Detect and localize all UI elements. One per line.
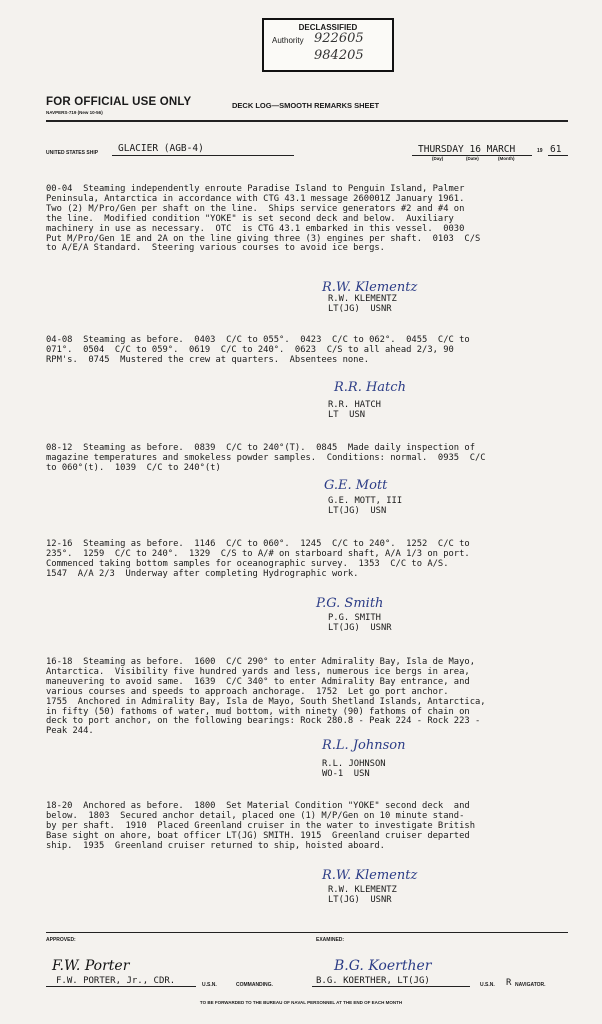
navigator-label: NAVIGATOR.	[515, 982, 546, 988]
signature-johnson: R.L. Johnson	[322, 738, 406, 753]
navigator-prefix: R	[506, 978, 512, 988]
date-label: (Date)	[466, 156, 479, 161]
declassified-stamp	[262, 18, 394, 72]
footer-rule	[46, 932, 568, 933]
signature-koerther: B.G. Koerther	[334, 958, 432, 974]
officer-rank: LT(JG) USN	[328, 506, 387, 516]
commanding-officer-name: F.W. PORTER, Jr., CDR.	[56, 976, 176, 986]
official-use-heading: FOR OFFICIAL USE ONLY	[46, 96, 192, 108]
form-number: NAVPERS-719 (New 10-56)	[46, 110, 103, 115]
signature-klementz: R.W. Klementz	[322, 868, 418, 883]
header-rule	[46, 120, 568, 122]
log-entry-16-18: 16-18 Steaming as before. 1600 C/C 290° to enter Admirality Bay, Isla de Mayo, Antarctica. Visibility five hundred yards and less, numerous ice bergs in area, maneuvering to avoid same. 1639 C/C 340° to enter Admirality Bay entrance, and various courses and speeds to approach anchorage. 1752 Let go port anchor. 1755 Anchored in Admirality Bay, Isla de Mayo, South Shetland Islands, Antarctica, in fifty (50) fathoms of water, mud bottom, with ninety (90) fathoms of chain on deck to port anchor, on the following bearings: Rock 280.8 - Peak 224 - Rock 223 - Peak 244.	[46, 657, 486, 737]
month-label: (Month)	[498, 156, 515, 161]
log-entry-12-16: 12-16 Steaming as before. 1146 C/C to 060°. 1245 C/C to 240°. 1252 C/C to 235°. 1259 C/C to 240°. 1329 C/S to A/# on starboard shaft, A/A 1/3 on port. Commenced taking bottom samples for oceanographic survey. 1353 C/C to A/S. 1547 A/A 2/3 Underway after completing Hydrographic work.	[46, 539, 470, 579]
officer-rank: LT(JG) USNR	[328, 623, 392, 633]
navigator-name: B.G. KOERTHER, LT(JG)	[316, 976, 430, 986]
forwarding-note: TO BE FORWARDED TO THE BUREAU OF NAVAL PERSONNEL AT THE END OF EACH MONTH	[199, 1000, 403, 1005]
ship-name: GLACIER (AGB-4)	[118, 143, 204, 154]
year-label: 19	[537, 148, 543, 154]
signature-smith: P.G. Smith	[316, 596, 384, 611]
officer-rank: LT USN	[328, 410, 366, 420]
log-year: 61	[550, 144, 562, 155]
officer-name: P.G. SMITH	[328, 613, 381, 623]
officer-rank: WO-1 USN	[322, 769, 370, 779]
log-entry-08-12: 08-12 Steaming as before. 0839 C/C to 240°(T). 0845 Made daily inspection of magazine temperatures and smokeless powder samples. Conditions: normal. 0935 C/C to 060°(t). 1039 C/C to 240°(t)	[46, 443, 486, 473]
officer-name: R.L. JOHNSON	[322, 759, 386, 769]
officer-name: R.W. KLEMENTZ	[328, 294, 397, 304]
ship-label: UNITED STATES SHIP	[46, 150, 99, 156]
officer-name: G.E. MOTT, III	[328, 496, 403, 506]
log-entry-00-04: 00-04 Steaming independently enroute Paradise Island to Penguin Island, Palmer Peninsula, Antarctica in accordance with CTG 43.1 message 260001Z January 1961. Two (2) M/Pro/Gen per shaft on the line. Ships service generators #2 and #4 on the line. Modified condition "YOKE" is set second deck and below. Auxiliary machinery in use as necessary. OTC is CTG 43.1 embarked in this vessel. 0030 Put M/Pro/Gen 1E and 2A on the line giving three (3) engines per shaft. 0103 C/S to A/E/A Standard. Steering various courses to avoid ice bergs.	[46, 184, 481, 254]
year-rule	[548, 155, 568, 156]
examined-label: EXAMINED:	[316, 937, 345, 943]
officer-rank: LT(JG) USNR	[328, 895, 392, 905]
approved-label: APPROVED:	[46, 937, 76, 943]
signature-porter: F.W. Porter	[52, 958, 130, 974]
sheet-title: DECK LOG—SMOOTH REMARKS SHEET	[232, 101, 380, 110]
navigator-sign-line	[312, 986, 470, 987]
officer-name: R.R. HATCH	[328, 400, 381, 410]
log-entry-18-20: 18-20 Anchored as before. 1800 Set Material Condition "YOKE" second deck and below. 1803 Secured anchor detail, placed one (1) M/P/Gen on 10 minute stand- by per shaft. 1910 Placed Greenland cruiser in the water to investigate British Base sight on ahore, boat officer LT(JG) SMITH. 1915 Greenland cruiser departed ship. 1935 Greenland cruiser returned to ship, hoisted aboard.	[46, 801, 475, 851]
officer-rank: LT(JG) USNR	[328, 304, 392, 314]
usn-label: U.S.N.	[202, 982, 217, 988]
signature-mott: G.E. Mott	[324, 478, 388, 493]
ship-name-rule	[112, 155, 294, 156]
signature-hatch: R.R. Hatch	[334, 380, 406, 395]
stamp-authority-label: Authority	[272, 36, 304, 45]
commanding-sign-line	[46, 986, 196, 987]
stamp-authority-number-1: 922605	[314, 31, 364, 46]
day-label: (Day)	[432, 156, 444, 161]
stamp-authority-number-2: 984205	[314, 48, 364, 63]
commanding-label: COMMANDING.	[236, 982, 273, 988]
officer-name: R.W. KLEMENTZ	[328, 885, 397, 895]
stamp-title: DECLASSIFIED	[298, 23, 358, 32]
log-date: THURSDAY 16 MARCH	[418, 144, 516, 155]
signature-klementz: R.W. Klementz	[322, 280, 418, 295]
usn-label: U.S.N.	[480, 982, 495, 988]
log-entry-04-08: 04-08 Steaming as before. 0403 C/C to 055°. 0423 C/C to 062°. 0455 C/C to 071°. 0504 C/C to 059°. 0619 C/C to 240°. 0623 C/S to all ahead 2/3, 90 RPM's. 0745 Mustered the crew at quarters. Absentees none.	[46, 335, 470, 365]
